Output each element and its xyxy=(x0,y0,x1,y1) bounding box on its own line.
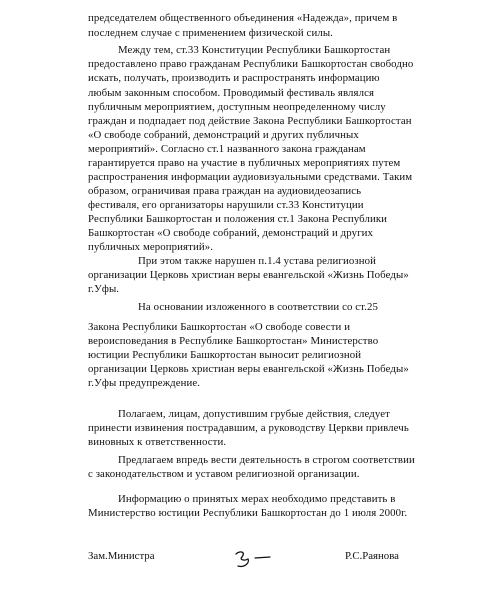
signer-position: Зам.Министра xyxy=(88,550,155,562)
text-line: При этом также нарушен п.1.4 устава религиозной xyxy=(138,255,376,267)
text-line: Республики Башкортостан и положения ст.1 Закона Республики xyxy=(88,213,388,225)
text-line: гарантируется право на участие в публичных мероприятиях путем xyxy=(88,157,401,169)
signer-name: Р.С.Раянова xyxy=(345,550,399,562)
text-line: г.Уфы предупреждение. xyxy=(88,377,201,389)
text-line: образом, ограничивая права граждан на аудиовидеозапись xyxy=(88,185,362,197)
text-line: вероисповедания в Республике Башкортостан» Министерство xyxy=(88,335,379,347)
text-line: Информацию о принятых мерах необходимо представить в xyxy=(118,493,396,505)
text-line: Предлагаем впредь вести деятельность в строгом соответствии xyxy=(118,454,415,466)
text-line: любым законным способом. Проводимый фестиваль являлся xyxy=(88,87,375,99)
text-line: «О свободе собраний, демонстраций и других публичных xyxy=(88,129,359,141)
handwritten-signature xyxy=(230,548,280,572)
text-line: организации Церковь христиан веры евангельской «Жизнь Победы» xyxy=(88,363,409,375)
text-line: виновных к ответственности. xyxy=(88,436,227,448)
text-line: Министерство юстиции Республики Башкортостан до 1 июля 2000г. xyxy=(88,507,408,519)
text-line: председателем общественного объединения «Надежда», причем в xyxy=(88,12,398,24)
text-line: публичным мероприятием, доступным неопределенному числу xyxy=(88,101,386,113)
text-line: мероприятий». Согласно ст.1 названного закона гражданам xyxy=(88,143,366,155)
text-line: публичных мероприятий». xyxy=(88,241,213,253)
text-line: принести извинения пострадавшим, а руководству Церкви привлечь xyxy=(88,422,409,434)
text-line: юстиции Республики Башкортостан выносит религиозной xyxy=(88,349,362,361)
text-line: предоставлено право гражданам Республики Башкортостан свободно xyxy=(88,58,414,70)
text-line: Между тем, ст.33 Конституции Республики Башкортостан xyxy=(118,44,391,56)
text-line: организации Церковь христиан веры евангельской «Жизнь Победы» xyxy=(88,269,409,281)
text-line: г.Уфы. xyxy=(88,283,120,295)
text-line: фестиваля, его организаторы нарушили ст.33 Конституции xyxy=(88,199,364,211)
text-line: с законодательством и уставом религиозной организации. xyxy=(88,468,360,480)
text-line: На основании изложенного в соответствии со ст.25 xyxy=(138,301,378,313)
text-line: искать, получать, производить и распространять информацию xyxy=(88,72,380,84)
text-line: Закона Республики Башкортостан «О свободе совести и xyxy=(88,321,351,333)
text-line: Полагаем, лицам, допустившим грубые действия, следует xyxy=(118,408,390,420)
text-line: последнем случае с применением физической силы. xyxy=(88,27,333,39)
text-line: граждан и подпадает под действие Закона Республики Башкортостан xyxy=(88,115,412,127)
text-line: Башкортостан «О свободе собраний, демонстраций и других xyxy=(88,227,373,239)
text-line: распространения информации аудиовизуальными средствами. Таким xyxy=(88,171,413,183)
